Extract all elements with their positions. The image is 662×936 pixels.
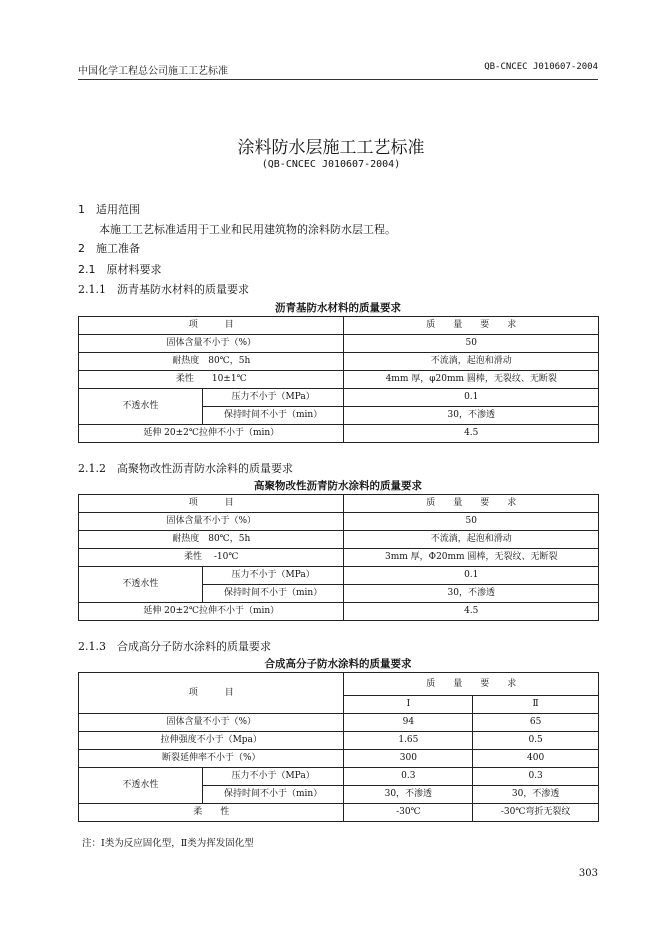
table-row	[79, 673, 599, 696]
header-cell: 质 量 要 求	[344, 317, 599, 335]
table-cell: 延伸 20±2℃拉伸不小于（min）	[79, 603, 344, 621]
table-cell: -30℃弯折无裂纹	[473, 804, 599, 822]
table-note: 注：Ⅰ类为反应固化型，Ⅱ类为挥发固化型	[82, 838, 254, 849]
table-cell: 30，不渗透	[473, 786, 599, 804]
table-cell: 固体含量不小于（%）	[79, 335, 344, 353]
table-row	[79, 389, 599, 407]
table-cell: 0.3	[473, 768, 599, 786]
section-2-1-1-heading: 2.1.1 沥青基防水材料的质量要求	[78, 283, 249, 296]
table-cell: 1.65	[344, 732, 473, 750]
header-cell: Ⅱ	[473, 696, 599, 714]
table-cell: 压力不小于（MPa）	[202, 389, 344, 407]
table-cell: 4mm 厚，φ20mm 圆棒，无裂纹、无断裂	[344, 371, 599, 389]
header-cell: 项 目	[79, 495, 344, 513]
table-cell: 固体含量不小于（%）	[79, 513, 344, 531]
section-2-heading: 2 施工准备	[78, 242, 140, 255]
table-cell: 保持时间不小于（min）	[202, 407, 344, 425]
table-cell: 拉伸强度不小于（Mpa）	[79, 732, 344, 750]
header-cell: Ⅰ	[344, 696, 473, 714]
header-rule	[78, 79, 598, 80]
table-cell: 不透水性	[79, 567, 203, 603]
table-row	[79, 567, 599, 585]
table3	[78, 672, 599, 822]
table-row	[79, 425, 599, 443]
table-cell: 65	[473, 714, 599, 732]
table-cell: 压力不小于（MPa）	[202, 567, 344, 585]
table-cell: 不透水性	[79, 768, 203, 804]
header-cell: 质 量 要 求	[344, 495, 599, 513]
table-row	[79, 531, 599, 549]
table-row	[79, 353, 599, 371]
table-cell: 0.1	[344, 567, 599, 585]
section-2-1-heading: 2.1 原材料要求	[78, 263, 162, 276]
table-cell: 300	[344, 750, 473, 768]
header-right-code: QB-CNCEC J010607-2004	[484, 62, 598, 72]
document-title: 涂料防水层施工工艺标准	[237, 138, 425, 158]
section-1-text: 本施工工艺标准适用于工业和民用建筑物的涂料防水层工程。	[99, 223, 396, 236]
table-cell: 断裂延伸率不小于（%）	[79, 750, 344, 768]
table-cell: 0.5	[473, 732, 599, 750]
table-cell: 4.5	[344, 603, 599, 621]
table-cell: 保持时间不小于（min）	[202, 786, 344, 804]
table-row	[79, 768, 599, 786]
table-row	[79, 714, 599, 732]
table-row	[79, 750, 599, 768]
table-cell: 50	[344, 513, 599, 531]
table-cell: 不透水性	[79, 389, 203, 425]
table-row	[79, 335, 599, 353]
table3-caption: 合成高分子防水涂料的质量要求	[264, 658, 412, 670]
table-cell: 4.5	[344, 425, 599, 443]
table-cell: 延伸 20±2℃拉伸不小于（min）	[79, 425, 344, 443]
table-cell: 30，不渗透	[344, 786, 473, 804]
table-cell: 400	[473, 750, 599, 768]
table-row	[79, 549, 599, 567]
header-cell: 项 目	[79, 673, 344, 714]
table-cell: 不流淌，起泡和滑动	[344, 531, 599, 549]
page-number: 303	[578, 868, 598, 879]
section-2-1-2-heading: 2.1.2 高聚物改性沥青防水涂料的质量要求	[78, 462, 293, 475]
table-row	[79, 317, 599, 335]
table-cell: 30，不渗透	[344, 585, 599, 603]
table-cell: 保持时间不小于（min）	[202, 585, 344, 603]
table-cell: 不流淌，起泡和滑动	[344, 353, 599, 371]
table-cell: 压力不小于（MPa）	[202, 768, 344, 786]
table-cell: 50	[344, 335, 599, 353]
table1	[78, 316, 599, 443]
table-row	[79, 495, 599, 513]
table-row	[79, 603, 599, 621]
table-cell: 耐热度 80℃，5h	[79, 353, 344, 371]
table-cell: 0.3	[344, 768, 473, 786]
page-header	[78, 62, 598, 76]
table-cell: -30℃	[344, 804, 473, 822]
table1-caption: 沥青基防水材料的质量要求	[275, 302, 401, 314]
table2-caption: 高聚物改性沥青防水涂料的质量要求	[254, 480, 422, 492]
table-cell: 耐热度 80℃，5h	[79, 531, 344, 549]
table2	[78, 494, 599, 621]
section-1-heading: 1 适用范围	[78, 203, 140, 216]
table-cell: 3mm 厚，Φ20mm 圆棒，无裂纹、无断裂	[344, 549, 599, 567]
document-subtitle: (QB-CNCEC J010607-2004)	[261, 159, 401, 170]
header-cell: 质 量 要 求	[344, 673, 599, 696]
table-row	[79, 371, 599, 389]
table-row	[79, 513, 599, 531]
section-2-1-3-heading: 2.1.3 合成高分子防水涂料的质量要求	[78, 640, 271, 653]
table-cell: 柔性 10±1℃	[79, 371, 344, 389]
header-cell: 项 目	[79, 317, 344, 335]
table-cell: 柔性 -10℃	[79, 549, 344, 567]
table-row	[79, 732, 599, 750]
table-cell: 柔 性	[79, 804, 344, 822]
table-cell: 固体含量不小于（%）	[79, 714, 344, 732]
table-row	[79, 804, 599, 822]
table-cell: 30，不渗透	[344, 407, 599, 425]
table-cell: 0.1	[344, 389, 599, 407]
header-left-text: 中国化学工程总公司施工工艺标准	[78, 66, 228, 77]
table-cell: 94	[344, 714, 473, 732]
